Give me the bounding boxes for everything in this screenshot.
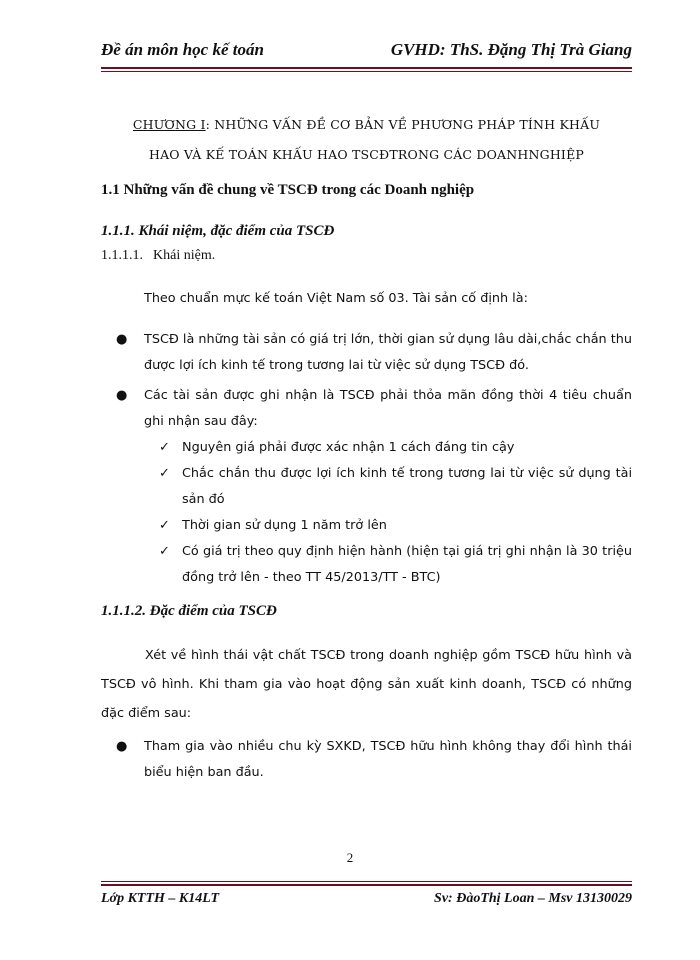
- list-item: [116, 327, 632, 379]
- section-heading-1-1-1-2: 1.1.1.2. Đặc điểm của TSCĐ: [101, 603, 277, 619]
- checkmark-icon: ✓: [159, 466, 170, 481]
- criteria-checklist: [144, 435, 632, 591]
- section-number: 1.1.1.1.: [101, 248, 143, 263]
- definition-bullet-list: [116, 327, 632, 591]
- header-course-title: Đề án môn học kế toán: [101, 40, 264, 59]
- list-item-text: TSCĐ là những tài sản có giá trị lớn, thời gian sử dụng lâu dài,chắc chắn thu được lợi ích kinh tế trong tương lai từ việc sử dụng TSCĐ đó.: [144, 332, 632, 373]
- chapter-label: CHƯƠNG I: [132, 117, 206, 132]
- intro-paragraph: Theo chuẩn mực kế toán Việt Nam số 03. Tài sản cố định là:: [144, 291, 528, 306]
- bullet-dot-icon: ●: [116, 739, 128, 754]
- section-heading-1-1: 1.1 Những vấn đề chung về TSCĐ trong các Doanh nghiệp: [101, 182, 475, 198]
- checklist-item-text: Chắc chắn thu được lợi ích kinh tế trong tương lai từ việc sử dụng tài sản đó: [182, 466, 632, 507]
- section-heading-1-1-1: 1.1.1. Khái niệm, đặc điểm của TSCĐ: [101, 223, 335, 239]
- page-header: [101, 36, 632, 66]
- checkmark-icon: ✓: [159, 518, 170, 533]
- checkmark-icon: ✓: [159, 440, 170, 455]
- checklist-item: [159, 461, 632, 513]
- checkmark-icon: ✓: [159, 544, 170, 559]
- chapter-title-line2: HAO VÀ KẾ TOÁN KHẤU HAO TSCĐTRONG CÁC DOANHNGHIỆP: [148, 147, 585, 162]
- characteristics-bullet-list: [116, 734, 632, 786]
- footer-class: Lớp KTTH – K14LT: [101, 891, 220, 906]
- checklist-item: [159, 435, 632, 461]
- footer-rule: [101, 884, 632, 886]
- list-item-text: Các tài sản được ghi nhận là TSCĐ phải thỏa mãn đồng thời 4 tiêu chuẩn ghi nhận sau đây:: [144, 388, 632, 429]
- header-instructor: GVHD: ThS. Đặng Thị Trà Giang: [390, 40, 632, 59]
- header-rule: [101, 67, 632, 69]
- bullet-dot-icon: ●: [116, 388, 128, 403]
- page-footer: [101, 887, 632, 913]
- header-rule-thin: [101, 71, 632, 72]
- checklist-item-text: Thời gian sử dụng 1 năm trở lên: [182, 518, 387, 533]
- section-label: Khái niệm.: [153, 248, 216, 263]
- checklist-item-text: Nguyên giá phải được xác nhận 1 cách đáng tin cậy: [182, 440, 515, 455]
- list-item: [116, 734, 632, 786]
- chapter-title: [101, 110, 632, 170]
- chapter-title-line1: : NHỮNG VẤN ĐỀ CƠ BẢN VỀ PHƯƠNG PHÁP TÍNH KHẤU: [205, 117, 601, 132]
- characteristics-paragraph: Xét về hình thái vật chất TSCĐ trong doanh nghiệp gồm TSCĐ hữu hình và TSCĐ vô hình. Khi tham gia vào hoạt động sản xuất kinh doanh, TSCĐ có những đặc điểm sau:: [101, 648, 632, 721]
- footer-student: Sv: ĐàoThị Loan – Msv 13130029: [434, 891, 632, 906]
- list-item: [116, 383, 632, 591]
- checklist-item: [159, 539, 632, 591]
- list-item-text: Tham gia vào nhiều chu kỳ SXKD, TSCĐ hữu hình không thay đổi hình thái biểu hiện ban đầu.: [144, 739, 632, 780]
- page-number: 2: [346, 850, 354, 865]
- section-heading-1-1-1-1: [101, 248, 632, 264]
- checklist-item: [159, 513, 632, 539]
- checklist-item-text: Có giá trị theo quy định hiện hành (hiện tại giá trị ghi nhận là 30 triệu đồng trở lên - theo TT 45/2013/TT - BTC): [182, 544, 632, 585]
- bullet-dot-icon: ●: [116, 332, 128, 347]
- footer-rule-thin: [101, 881, 632, 882]
